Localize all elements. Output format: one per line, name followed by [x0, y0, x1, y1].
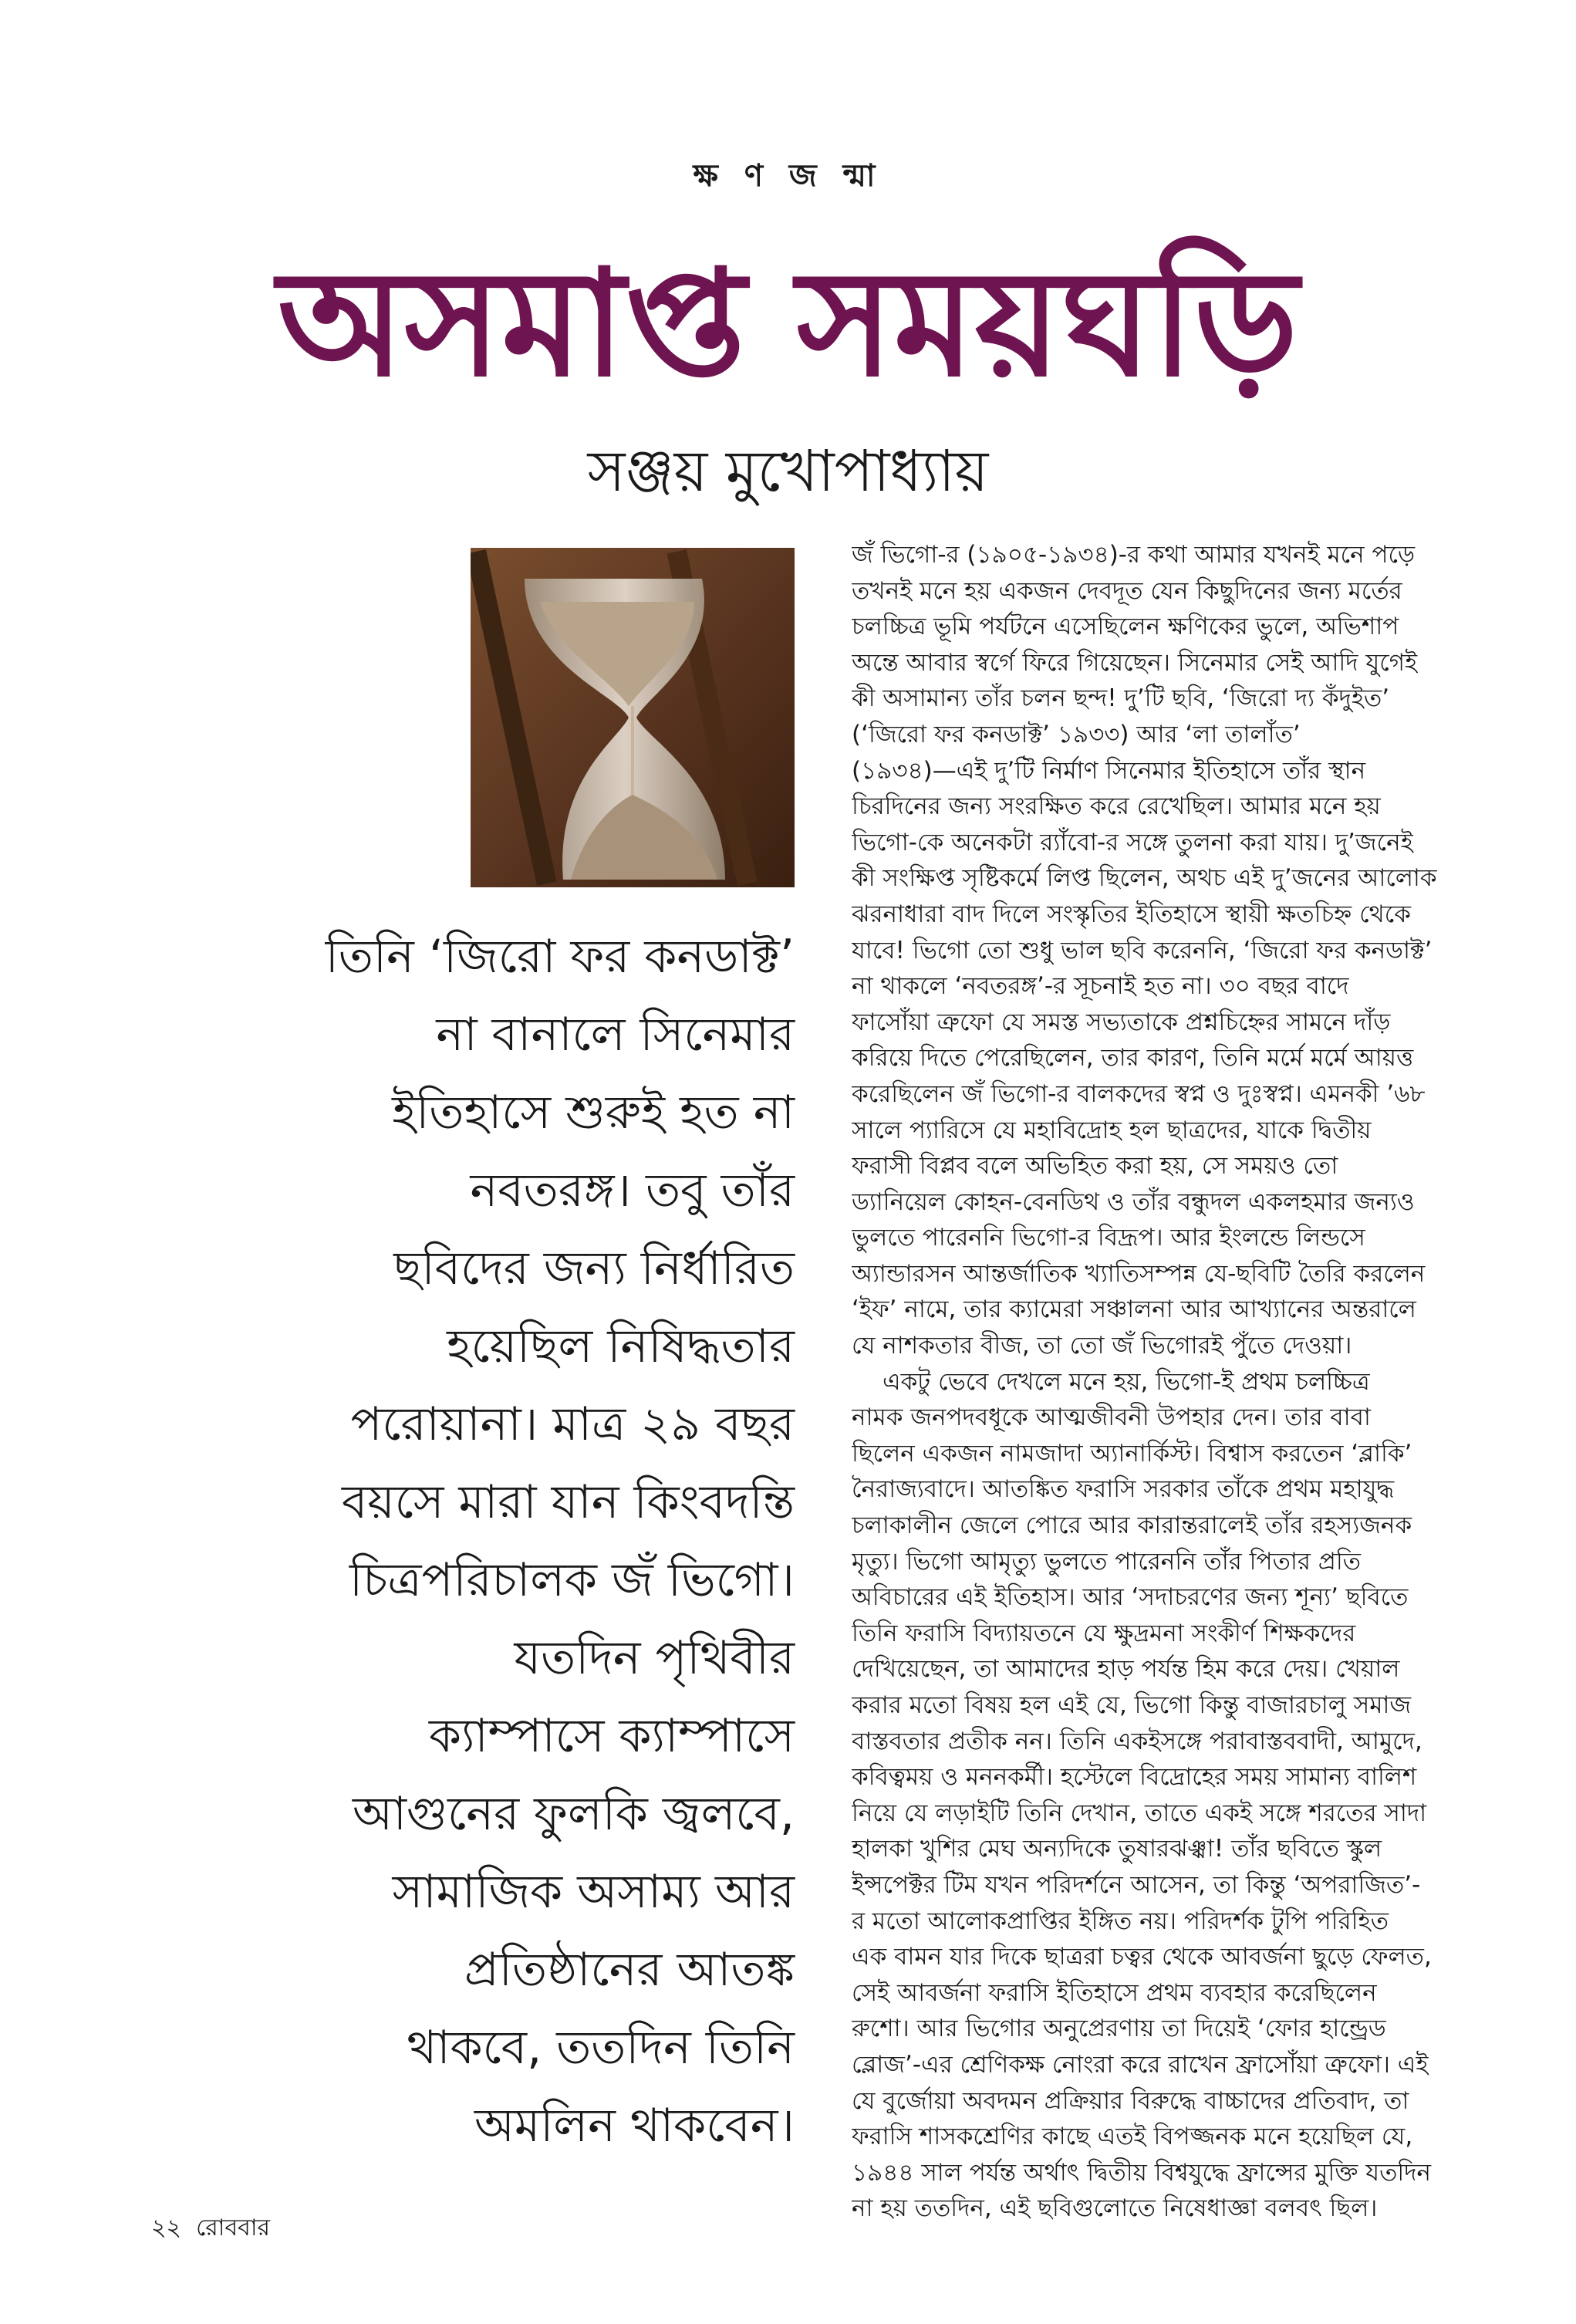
section-label: ক্ষ ণ জ ন্মা — [693, 158, 883, 194]
body-line: কী সংক্ষিপ্ত সৃষ্টিকর্মে লিপ্ত ছিলেন, অথচ এই দু’জনের আলোক — [852, 864, 1437, 893]
body-line: এক বামন যার দিকে ছাত্ররা চত্বর থেকে আবর্জনা ছুড়ে ফেলত, — [852, 1943, 1432, 1971]
body-line: বাস্তবতার প্রতীক নন। তিনি একইসঙ্গে পরাবাস্তববাদী, আমুদে, — [852, 1727, 1422, 1755]
article-body — [852, 537, 1453, 2227]
page-number: ২২ — [151, 2214, 182, 2241]
publication-name: রোববার — [196, 2214, 271, 2241]
body-line: যে নাশকতার বীজ, তা তো জঁ ভিগোরই পুঁতে দেওয়া। — [852, 1332, 1352, 1360]
body-line: ‘ইফ’ নামে, তার ক্যামেরা সঞ্চালনা আর আখ্যানের অন্তরালে — [852, 1295, 1416, 1324]
pull-quote-line: ইতিহাসে শুরুই হত না — [392, 1086, 795, 1140]
body-line: দেখিয়েছেন, তা আমাদের হাড় পর্যন্ত হিম করে দেয়। খেয়াল — [852, 1655, 1400, 1684]
body-line: ব্লোজ’-এর শ্রেণিকক্ষ নোংরা করে রাখেন ফ্রাসোঁয়া ত্রুফো। এই — [852, 2050, 1429, 2079]
hourglass-photo — [471, 548, 795, 887]
body-line: ফরাসি শাসকশ্রেণির কাছে এতই বিপজ্জনক মনে হয়েছিল যে, — [852, 2123, 1413, 2151]
body-line: অন্তে আবার স্বর্গে ফিরে গিয়েছেন। সিনেমার সেই আদি যুগেই — [852, 648, 1418, 677]
body-line: একটু ভেবে দেখলে মনে হয়, ভিগো-ই প্রথম চলচ্চিত্র — [882, 1367, 1370, 1396]
body-line: ঝরনাধারা বাদ দিলে সংস্কৃতির ইতিহাসে স্থায়ী ক্ষতচিহ্ন থেকে — [852, 900, 1411, 928]
body-line: অ্যান্ডারসন আন্তর্জাতিক খ্যাতিসম্পন্ন যে-ছবিটি তৈরি করলেন — [852, 1259, 1426, 1288]
body-line: ইন্সপেক্টর টিম যখন পরিদর্শনে আসেন, তা কিন্তু ‘অপরাজিত’- — [852, 1870, 1421, 1899]
body-line: না থাকলে ‘নবতরঙ্গ’-র সূচনাই হত না। ৩০ বছর বাদে — [852, 972, 1349, 1001]
author-name: সঞ্জয় মুখোপাধ্যায় — [587, 438, 989, 505]
body-line: ১৯৪৪ সাল পর্যন্ত অর্থাৎ দ্বিতীয় বিশ্বযুদ্ধে ফ্রান্সের মুক্তি যতদিন — [852, 2158, 1431, 2187]
pull-quote-line: ছবিদের জন্য নির্ধারিত — [393, 1241, 795, 1295]
body-line: না হয় ততদিন, এই ছবিগুলোতে নিষেধাজ্ঞা বলবৎ ছিল। — [852, 2194, 1378, 2223]
body-line: নৈরাজ্যবাদে। আতঙ্কিত ফরাসি সরকার তাঁকে প্রথম মহাযুদ্ধ — [852, 1475, 1395, 1504]
body-line: অবিচারের এই ইতিহাস। আর ‘সদাচরণের জন্য শূন্য’ ছবিতে — [852, 1583, 1409, 1612]
body-line: নামক জনপদবধূকে আত্মজীবনী উপহার দেন। তার বাবা — [852, 1404, 1371, 1432]
pull-quote-line: প্রতিষ্ঠানের আতঙ্ক — [464, 1943, 795, 1997]
body-line: যে বুর্জোয়া অবদমন প্রক্রিয়ার বিরুদ্ধে বাচ্চাদের প্রতিবাদ, তা — [852, 2086, 1409, 2115]
body-line: ফরাসী বিপ্লব বলে অভিহিত করা হয়, সে সময়ও তো — [852, 1152, 1338, 1181]
pull-quote — [224, 918, 795, 2165]
body-line: করিয়ে দিতে পেরেছিলেন, তার কারণ, তিনি মর্মে মর্মে আয়ত্ত — [852, 1044, 1414, 1072]
body-line: ভুলতে পারেননি ভিগো-র বিদ্রূপ। আর ইংলন্ডে লিন্ডসে — [852, 1224, 1365, 1252]
pull-quote-line: থাকবে, ততদিন তিনি — [407, 2021, 795, 2075]
body-line: সালে প্যারিসে যে মহাবিদ্রোহ হল ছাত্রদের, যাকে দ্বিতীয় — [852, 1116, 1372, 1144]
pull-quote-line: না বানালে সিনেমার — [436, 1008, 795, 1062]
body-line: ভিগো-কে অনেকটা র‍্যাঁবো-র সঙ্গে তুলনা করা যায়। দু’জনেই — [852, 828, 1413, 856]
body-line: মৃত্যু। ভিগো আমৃত্যু ভুলতে পারেননি তাঁর পিতার প্রতি — [852, 1547, 1361, 1576]
body-line: ছিলেন একজন নামজাদা অ্যানার্কিস্ট। বিশ্বাস করতেন ‘ব্লাকি’ — [852, 1439, 1412, 1468]
body-line: ড্যানিয়েল কোহন-বেনডিথ ও তাঁর বন্ধুদল একলহমার জন্যও — [852, 1187, 1415, 1216]
body-line: রুশো। আর ভিগোর অনুপ্রেরণায় তা দিয়েই ‘ফোর হান্ড্রেড — [852, 2015, 1386, 2043]
body-line: করেছিলেন জঁ ভিগো-র বালকদের স্বপ্ন ও দুঃস্বপ্ন। এমনকী ’৬৮ — [852, 1079, 1426, 1108]
pull-quote-line: অমলিন থাকবেন। — [474, 2099, 795, 2153]
pull-quote-line: সামাজিক অসাম্য আর — [392, 1865, 795, 1919]
pull-quote-line: যতদিন পৃথিবীর — [514, 1631, 795, 1685]
body-line: যাবে! ভিগো তো শুধু ভাল ছবি করেননি, ‘জিরো ফর কনডাক্ট’ — [852, 936, 1433, 964]
body-line: (‘জিরো ফর কনডাক্ট’ ১৯৩৩) আর ‘লা তালাঁত’ — [852, 720, 1301, 748]
body-line: চলাকালীন জেলে পোরে আর কারান্তরালেই তাঁর রহস্যজনক — [852, 1512, 1412, 1540]
pull-quote-line: আগুনের ফুলকি জ্বলবে, — [352, 1787, 795, 1841]
body-line: নিয়ে যে লড়াইটি তিনি দেখান, তাতে একই সঙ্গে শরতের সাদা — [852, 1799, 1427, 1827]
body-line: করার মতো বিষয় হল এই যে, ভিগো কিন্তু বাজারচালু সমাজ — [852, 1691, 1412, 1719]
body-line: হালকা খুশির মেঘ অন্যদিকে তুষারঝঞ্ঝা! তাঁর ছবিতে স্কুল — [852, 1835, 1382, 1863]
pull-quote-line: পরোয়ানা। মাত্র ২৯ বছর — [350, 1397, 795, 1451]
pull-quote-line: বয়সে মারা যান কিংবদন্তি — [342, 1475, 795, 1529]
pull-quote-line: ক্যাম্পাসে ক্যাম্পাসে — [429, 1709, 795, 1763]
page-footer — [151, 2213, 270, 2244]
pull-quote-line: তিনি ‘জিরো ফর কনডাক্ট’ — [325, 930, 795, 984]
body-line: কবিত্বময় ও মননকর্মী। হস্টেলে বিদ্রোহের সময় সামান্য বালিশ — [852, 1763, 1417, 1792]
article-title: অসমাপ্ত সময়ঘড়ি — [277, 238, 1299, 409]
body-line: তখনই মনে হয় একজন দেবদূত যেন কিছুদিনের জন্য মর্তের — [852, 576, 1402, 605]
body-line: সেই আবর্জনা ফরাসি ইতিহাসে প্রথম ব্যবহার করেছিলেন — [852, 1978, 1377, 2007]
pull-quote-line: হয়েছিল নিষিদ্ধতার — [447, 1319, 795, 1373]
body-line: চলচ্চিত্র ভূমি পর্যটনে এসেছিলেন ক্ষণিকের ভুলে, অভিশাপ — [852, 613, 1399, 641]
body-line: (১৯৩৪)—এই দু’টি নির্মাণ সিনেমার ইতিহাসে তাঁর স্থান — [852, 756, 1366, 785]
body-line: চিরদিনের জন্য সংরক্ষিত করে রেখেছিল। আমার মনে হয় — [852, 792, 1381, 821]
body-line: র মতো আলোকপ্রাপ্তির ইঙ্গিত নয়। পরিদর্শক টুপি পরিহিত — [852, 1907, 1389, 1935]
body-line: তিনি ফরাসি বিদ্যায়তনে যে ক্ষুদ্রমনা সংকীর্ণ শিক্ষকদের — [852, 1619, 1356, 1647]
hourglass-image — [471, 548, 795, 887]
pull-quote-line: নবতরঙ্গ। তবু তাঁর — [470, 1164, 795, 1218]
body-line: জঁ ভিগো-র (১৯০৫-১৯৩৪)-র কথা আমার যখনই মনে পড়ে — [852, 541, 1416, 569]
body-line: কী অসামান্য তাঁর চলন ছন্দ! দু’টি ছবি, ‘জিরো দ্য কঁদুইত’ — [852, 684, 1390, 713]
pull-quote-line: চিত্রপরিচালক জঁ ভিগো। — [349, 1553, 795, 1607]
body-line: ফাসোঁয়া ত্রুফো যে সমস্ত সভ্যতাকে প্রশ্নচিহ্নের সামনে দাঁড় — [852, 1008, 1391, 1036]
